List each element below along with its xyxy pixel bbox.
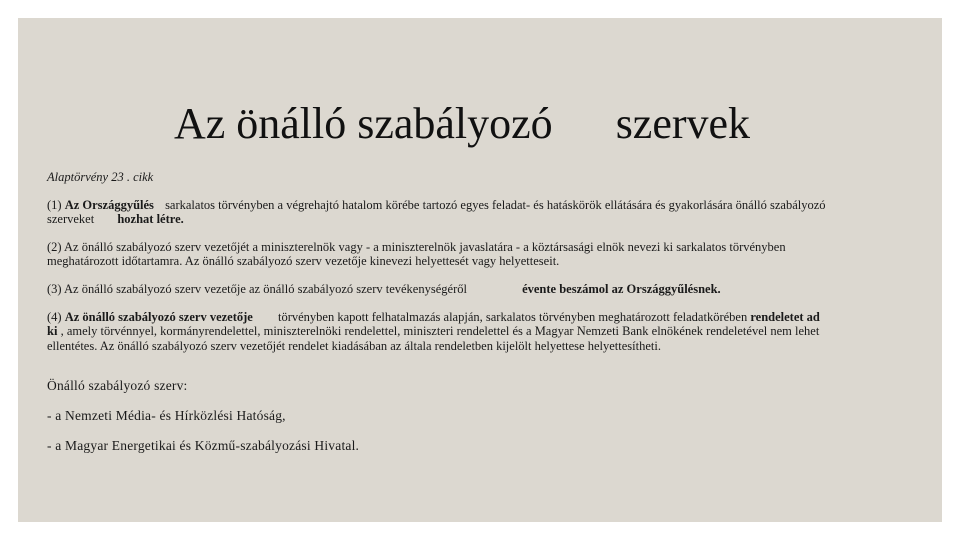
paragraph-4-bold-1: Az önálló szabályozó szerv vezetője: [64, 309, 253, 324]
paragraph-1-number: (1): [47, 197, 62, 212]
paragraph-4-number: (4): [47, 309, 62, 324]
paragraph-4-bold-2: rendeletet ad ki: [47, 309, 820, 339]
title-part-1: Az önálló szabályozó: [173, 99, 553, 148]
paragraph-1-bold-2: hozhat létre.: [117, 212, 184, 227]
slide-title: [18, 98, 942, 150]
paragraph-3-text-1: (3) Az önálló szabályozó szerv vezetője az önálló szabályozó szerv tevékenységéről: [47, 281, 467, 296]
paragraph-3-bold-1: évente beszámol az Országgyűlésnek.: [522, 281, 721, 296]
paragraph-1-text-1: sarkalatos törvényben a végrehajtó hatalom körébe tartozó egyes feladat- és hatáskörök ellátására és gyakorlására önálló szabályozó szerveket: [47, 197, 826, 227]
slide: [18, 18, 942, 522]
list-item-2: - a Magyar Energetikai és Közmű-szabályozási Hivatal.: [47, 437, 360, 453]
list-item-1: - a Nemzeti Média- és Hírközlési Hatóság,: [47, 407, 286, 423]
list-heading: Önálló szabályozó szerv:: [47, 378, 188, 394]
paragraph-1-bold-1: Az Országgyűlés: [64, 197, 154, 212]
slide-body: [47, 170, 827, 453]
paragraph-4-text-1: törvényben kapott felhatalmazás alapján, sarkalatos törvényben meghatározott feladatkörében: [277, 309, 748, 324]
paragraph-2: (2) Az önálló szabályozó szerv vezetőjét a miniszterelnök vagy - a miniszterelnök javaslatára - a köztársasági elnök nevezi ki sarkalatos törvényben meghatározott időtartamra. Az önálló szabályozó szerv vezetője kinevezi helyettesét vagy helyetteseit.: [47, 239, 786, 269]
article-heading: Alaptörvény 23 . cikk: [47, 170, 154, 184]
paragraph-3: [47, 282, 827, 297]
paragraph-1: [47, 198, 827, 227]
paragraph-4: [47, 310, 827, 354]
title-part-2: szervek: [615, 99, 751, 148]
paragraph-4-text-2: , amely törvénnyel, kormányrendelettel, miniszterelnöki rendelettel, miniszteri rendelettel és a Magyar Nemzeti Bank elnökének rendeletével nem lehet ellentétes. Az önálló szabályozó szerv vezetőjét rendelet kiadásában az általa rendeletben kijelölt helyettese helyettesítheti.: [47, 324, 820, 353]
